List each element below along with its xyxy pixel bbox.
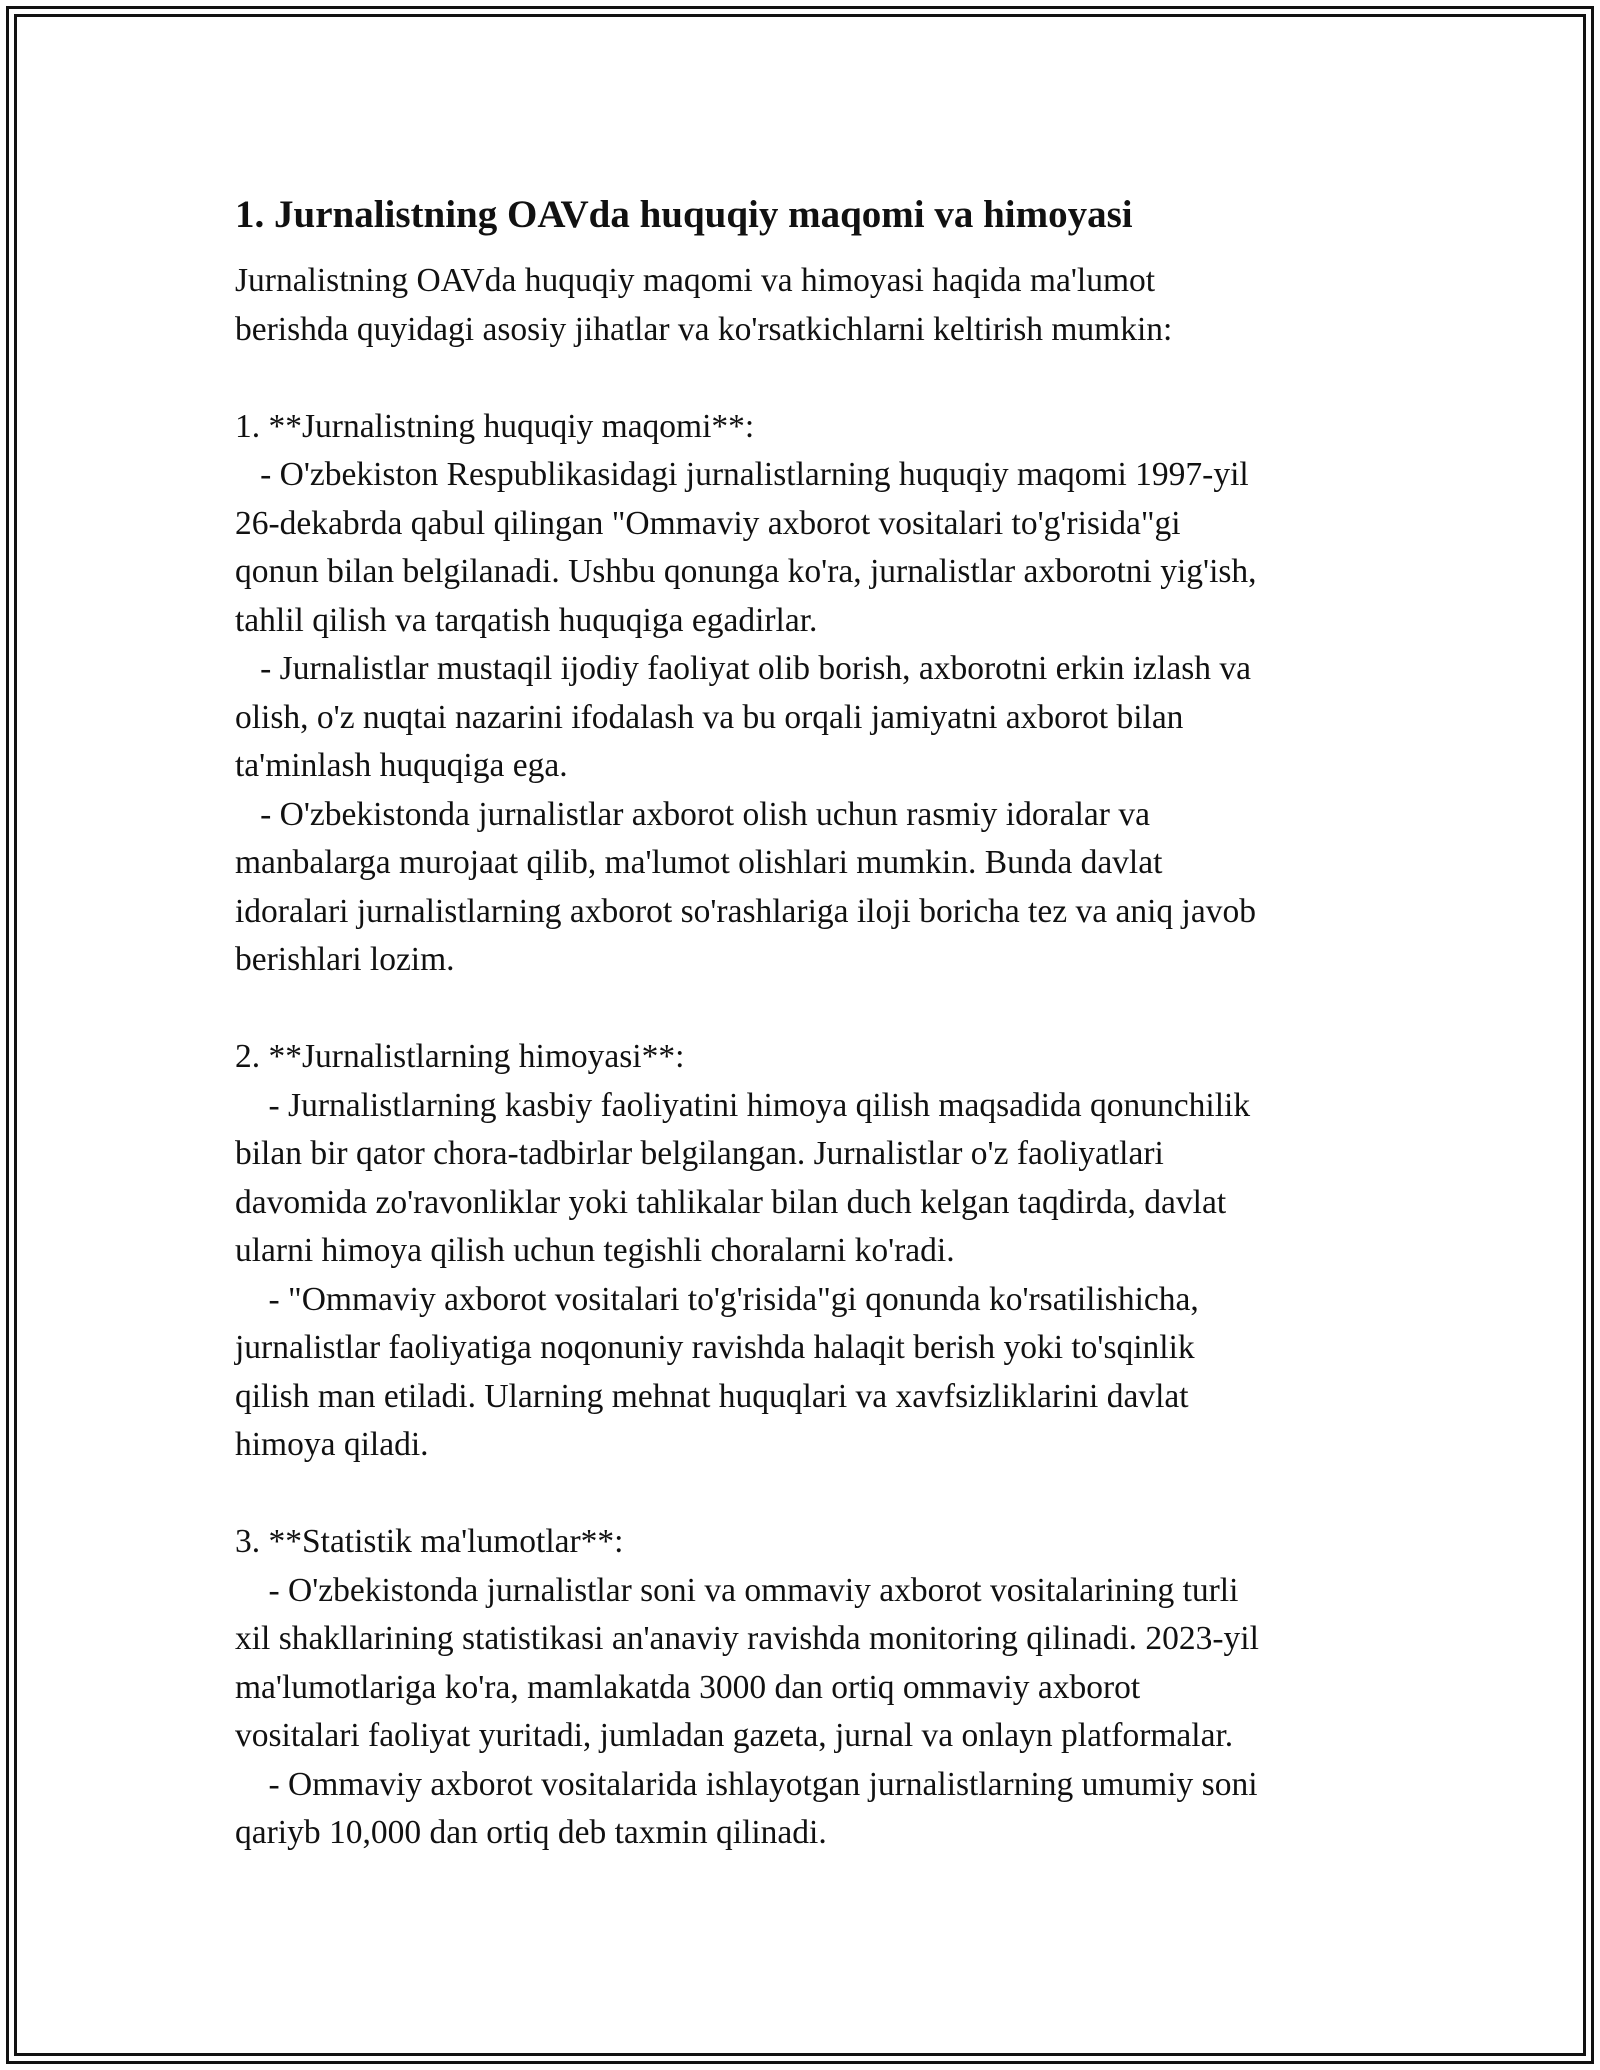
document-body: [235, 185, 1375, 1858]
document-title: 1. Jurnalistning OAVda huquqiy maqomi va himoyasi: [235, 193, 1133, 236]
document-paragraph: Jurnalistning OAVda huquqiy maqomi va himoyasi haqida ma'lumot berishda quyidagi asosiy jihatlar va ko'rsatkichlarni keltirish mumkin: 1. **Jurnalistning huquqiy maqomi**: - O'zbekiston Respublikasidagi jurnalistlarning huquqiy maqomi 1997-yil 26-dekabrda qabul qilingan "Ommaviy axborot vositalari to'g'risida"gi qonun bilan belgilanadi. Ushbu qonunga ko'ra, jurnalistlar axborotni yig'ish, tahlil qilish va tarqatish huquqiga egadirlar. - Jurnalistlar mustaqil ijodiy faoliyat olib borish, axborotni erkin izlash va olish, o'z nuqtai nazarini ifodalash va bu orqali jamiyatni axborot bilan ta'minlash huquqiga ega. - O'zbekistonda jurnalistlar axborot olish uchun rasmiy idoralar va manbalarga murojaat qilib, ma'lumot olishlari mumkin. Bunda davlat idoralari jurnalistlarning axborot so'rashlariga iloji boricha tez va aniq javob berishlari lozim. 2. **Jurnalistlarning himoyasi**: - Jurnalistlarning kasbiy faoliyatini himoya qilish maqsadida qonunchilik bilan bir qator chora-tadbirlar belgilangan. Jurnalistlar o'z faoliyatlari davomida zo'ravonliklar yoki tahlikalar bilan duch kelgan taqdirda, davlat ularni himoya qilish uchun tegishli choralarni ko'radi. - "Ommaviy axborot vositalari to'g'risida"gi qonunda ko'rsatilishicha, jurnalistlar faoliyatiga noqonuniy ravishda halaqit berish yoki to'sqinlik qilish man etiladi. Ularning mehnat huquqlari va xavfsizliklarini davlat himoya qiladi. 3. **Statistik ma'lumotlar**: - O'zbekistonda jurnalistlar soni va ommaviy axborot vositalarining turli xil shakllarining statistikasi an'anaviy ravishda monitoring qilinadi. 2023-yil ma'lumotlariga ko'ra, mamlakatda 3000 dan ortiq ommaviy axborot vositalari faoliyat yuritadi, jumladan gazeta, jurnal va onlayn platformalar. - Ommaviy axborot vositalarida ishlayotgan jurnalistlarning umumiy soni qariyb 10,000 dan ortiq deb taxmin qilinadi.: [235, 262, 1259, 1851]
